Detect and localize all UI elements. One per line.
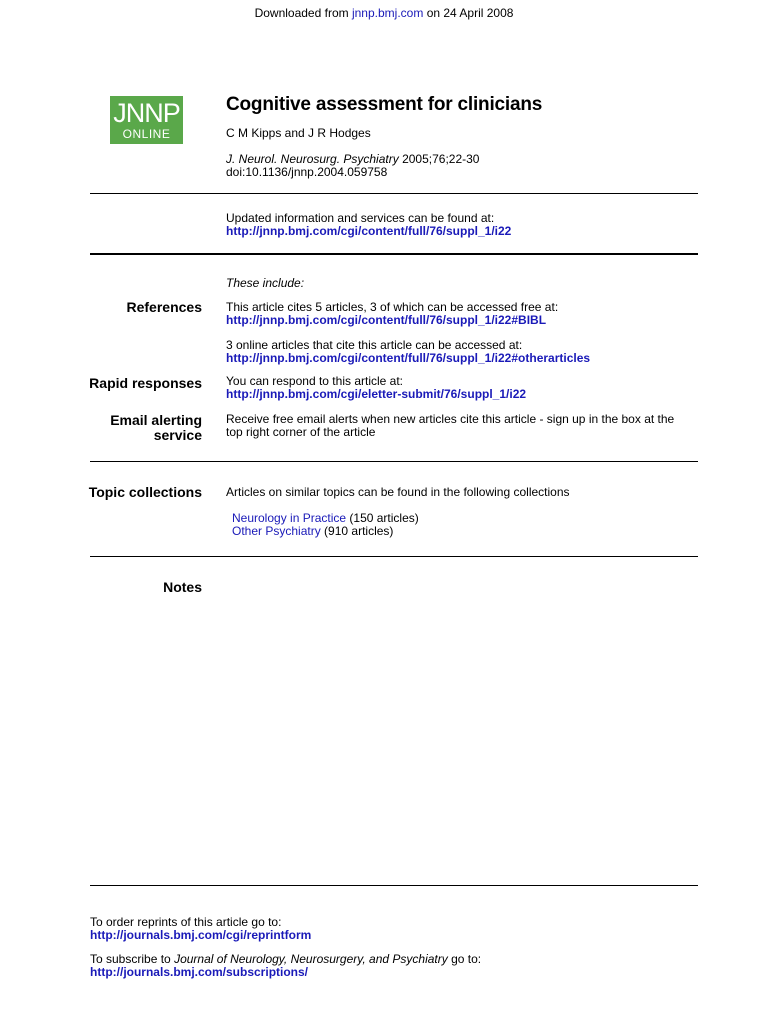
divider: [90, 461, 698, 462]
article-doi: doi:10.1136/jnnp.2004.059758: [226, 165, 388, 179]
topic-collections-label: Topic collections: [88, 484, 202, 500]
citing-articles-text: 3 online articles that cite this article can be accessed at:: [226, 338, 523, 352]
email-alerting-label-line2: service: [153, 427, 202, 443]
reprints-section: [90, 916, 698, 942]
rapid-responses-section: [226, 375, 698, 401]
references-section: [226, 301, 698, 327]
updated-info-text: Updated information and services can be found at:: [226, 211, 495, 225]
subscribe-journal: Journal of Neurology, Neurosurgery, and Psychiatry: [174, 952, 448, 966]
topic-collections-text: Articles on similar topics can be found in the following collections: [226, 485, 570, 499]
collection-list: [226, 512, 698, 538]
citing-articles-link[interactable]: http://jnnp.bmj.com/cgi/content/full/76/suppl_1/i22#otherarticles: [226, 351, 591, 365]
references-label: References: [126, 299, 202, 315]
list-item: [232, 525, 698, 538]
download-site-link[interactable]: jnnp.bmj.com: [351, 6, 424, 20]
subscribe-prefix: To subscribe to: [90, 952, 171, 966]
download-prefix: Downloaded from: [254, 6, 349, 20]
email-alerting-text-line2: top right corner of the article: [226, 425, 376, 439]
reprints-link[interactable]: http://journals.bmj.com/cgi/reprintform: [90, 928, 312, 942]
divider: [90, 193, 698, 194]
divider: [90, 885, 698, 886]
updated-info-link[interactable]: http://jnnp.bmj.com/cgi/content/full/76/suppl_1/i22: [226, 224, 512, 238]
journal-citation: [226, 152, 479, 166]
download-date: on 24 April 2008: [426, 6, 514, 20]
email-alerting-label: [110, 413, 202, 443]
reprints-text: To order reprints of this article go to:: [90, 915, 282, 929]
subscribe-link[interactable]: http://journals.bmj.com/subscriptions/: [90, 965, 309, 979]
email-alerting-section: [226, 413, 698, 439]
these-include-text: These include:: [226, 276, 305, 290]
references-link[interactable]: http://jnnp.bmj.com/cgi/content/full/76/suppl_1/i22#BIBL: [226, 313, 547, 327]
rapid-responses-link[interactable]: http://jnnp.bmj.com/cgi/eletter-submit/76/suppl_1/i22: [226, 387, 527, 401]
collection-link-neurology-in-practice[interactable]: Neurology in Practice: [232, 511, 347, 525]
divider: [90, 556, 698, 557]
email-alerting-label-line1: Email alerting: [110, 412, 202, 428]
article-authors: C M Kipps and J R Hodges: [226, 126, 371, 140]
references-text: This article cites 5 articles, 3 of which can be accessed free at:: [226, 300, 559, 314]
updated-info-section: [226, 212, 698, 238]
citing-articles-section: [226, 339, 698, 365]
logo-main-text: JNNP: [113, 98, 180, 128]
collection-count: (150 articles): [349, 511, 419, 525]
subscribe-suffix: go to:: [451, 952, 482, 966]
article-title: Cognitive assessment for clinicians: [226, 94, 543, 115]
logo-sub-text: ONLINE: [122, 127, 171, 141]
rapid-responses-label: Rapid responses: [89, 375, 202, 391]
email-alerting-text-line1: Receive free email alerts when new articles cite this article - sign up in the box at the: [226, 412, 675, 426]
subscribe-section: [90, 953, 698, 979]
collection-count: (910 articles): [324, 524, 394, 538]
download-notice: [0, 6, 768, 20]
collection-link-other-psychiatry[interactable]: Other Psychiatry: [232, 524, 321, 538]
rapid-responses-text: You can respond to this article at:: [226, 374, 403, 388]
citation-details: 2005;76;22-30: [402, 152, 480, 166]
divider-thick: [90, 253, 698, 255]
journal-name: J. Neurol. Neurosurg. Psychiatry: [226, 152, 399, 166]
jnnp-online-logo[interactable]: [110, 96, 183, 144]
notes-label: Notes: [163, 579, 202, 595]
